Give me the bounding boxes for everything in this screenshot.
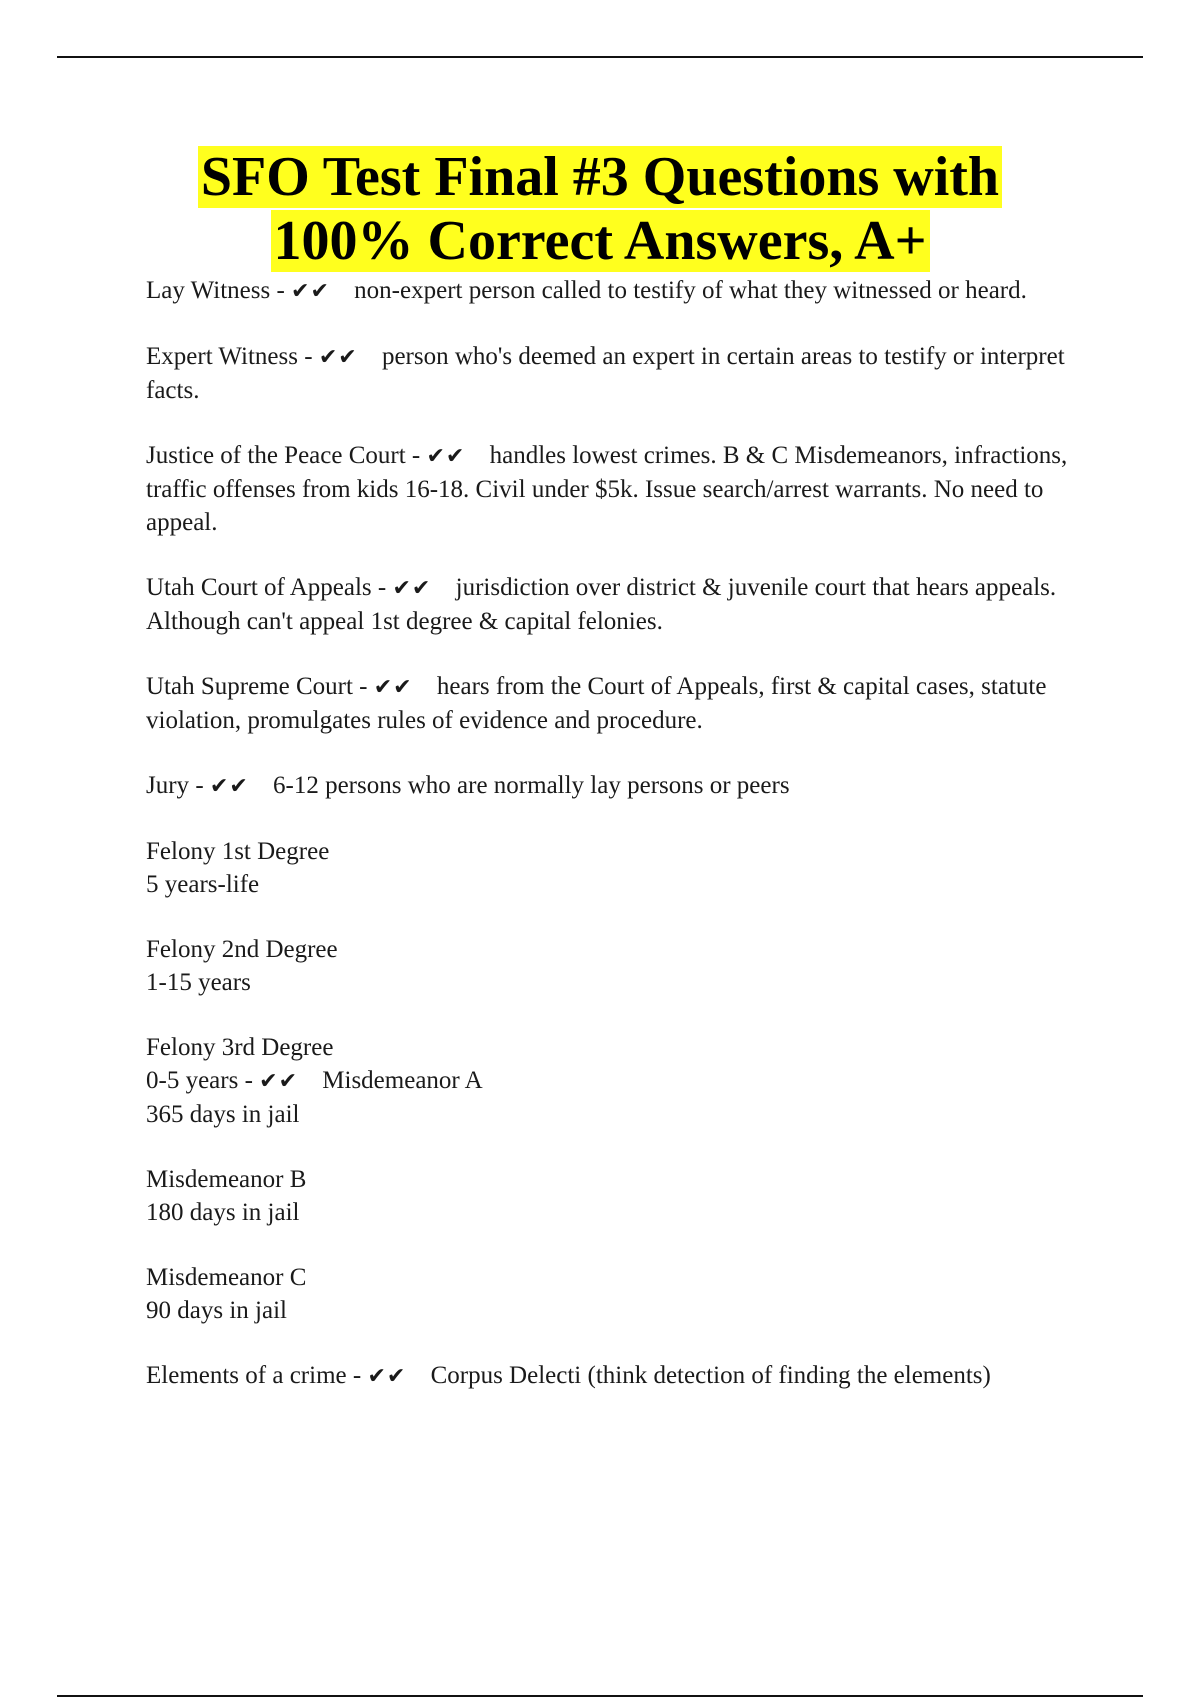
- entry-term: Expert Witness: [146, 343, 298, 370]
- entry-term: Lay Witness: [146, 277, 271, 304]
- block-value: 5 years-life: [146, 871, 260, 898]
- check-mark-icon: ✔✔: [373, 675, 413, 700]
- block-heading: Misdemeanor B: [146, 1166, 307, 1193]
- block-value: 1-15 years: [146, 969, 251, 996]
- separator: -: [359, 673, 368, 700]
- felony-2nd-block: [146, 933, 1086, 999]
- title-line-1: SFO Test Final #3 Questions with: [198, 146, 1002, 208]
- entry-answer: jurisdiction over district & juvenile court that hears appeals. Although can't appeal 1st degree & capital felonies.: [146, 574, 1057, 635]
- entry-answer: Corpus Delecti (think detection of finding the elements): [430, 1362, 991, 1389]
- entry-answer: handles lowest crimes. B & C Misdemeanors, infractions, traffic offenses from kids 16-18. Civil under $5k. Issue search/arrest warrants. No need to appeal.: [146, 442, 1068, 536]
- block-heading: Misdemeanor C: [146, 1264, 307, 1291]
- entry-answer: hears from the Court of Appeals, first & capital cases, statute violation, promulgates rules of evidence and procedure.: [146, 673, 1047, 734]
- block-value: 365 days in jail: [146, 1101, 300, 1128]
- separator: -: [276, 277, 285, 304]
- qa-entry: [146, 274, 1086, 308]
- block-heading: Felony 1st Degree: [146, 838, 330, 865]
- separator: -: [244, 1067, 253, 1094]
- misdemeanor-c-block: [146, 1261, 1086, 1327]
- separator: -: [377, 574, 387, 601]
- check-mark-icon: ✔✔: [291, 279, 330, 304]
- check-mark-icon: ✔✔: [392, 576, 432, 601]
- entry-term: Elements of a crime: [146, 1362, 347, 1389]
- entry-term: Justice of the Peace Court: [146, 442, 406, 469]
- qa-entry: [146, 439, 1086, 539]
- block-value: 90 days in jail: [146, 1297, 287, 1324]
- document-title: [0, 145, 1200, 273]
- entry-term: Utah Supreme Court: [146, 673, 353, 700]
- entry-term: Utah Court of Appeals: [146, 574, 372, 601]
- separator: -: [195, 772, 204, 799]
- entry-term: Jury: [146, 772, 190, 799]
- qa-entry: [146, 670, 1086, 737]
- entry-answer: person who's deemed an expert in certain areas to testify or interpret facts.: [146, 343, 1065, 404]
- entry-answer: Misdemeanor A: [322, 1067, 483, 1094]
- felony-3rd-block: [146, 1031, 1086, 1131]
- misdemeanor-b-block: [146, 1163, 1086, 1229]
- entry-answer: 6-12 persons who are normally lay persons or peers: [273, 772, 790, 799]
- title-block: [0, 145, 1200, 273]
- check-mark-icon: ✔✔: [209, 774, 249, 799]
- entry-answer: non-expert person called to testify of what they witnessed or heard.: [354, 277, 1027, 304]
- separator: -: [352, 1362, 362, 1389]
- qa-entry: [146, 769, 1086, 803]
- qa-entry: [146, 571, 1086, 638]
- block-value-line: [146, 1064, 1086, 1098]
- block-value: 180 days in jail: [146, 1199, 300, 1226]
- check-mark-icon: ✔✔: [259, 1069, 299, 1094]
- separator: -: [411, 442, 421, 469]
- block-heading: Felony 2nd Degree: [146, 936, 338, 963]
- document-body: [146, 274, 1086, 1425]
- top-rule: [57, 56, 1143, 58]
- check-mark-icon: ✔✔: [367, 1364, 407, 1389]
- separator: -: [304, 343, 313, 370]
- felony-1st-block: [146, 835, 1086, 901]
- qa-entry: [146, 1359, 1086, 1393]
- block-heading: Felony 3rd Degree: [146, 1034, 334, 1061]
- entry-term: 0-5 years: [146, 1067, 239, 1094]
- qa-entry: [146, 340, 1086, 407]
- check-mark-icon: ✔✔: [426, 444, 466, 469]
- title-line-2: 100% Correct Answers, A+: [271, 210, 930, 272]
- bottom-rule: [57, 1695, 1143, 1697]
- check-mark-icon: ✔✔: [318, 345, 358, 370]
